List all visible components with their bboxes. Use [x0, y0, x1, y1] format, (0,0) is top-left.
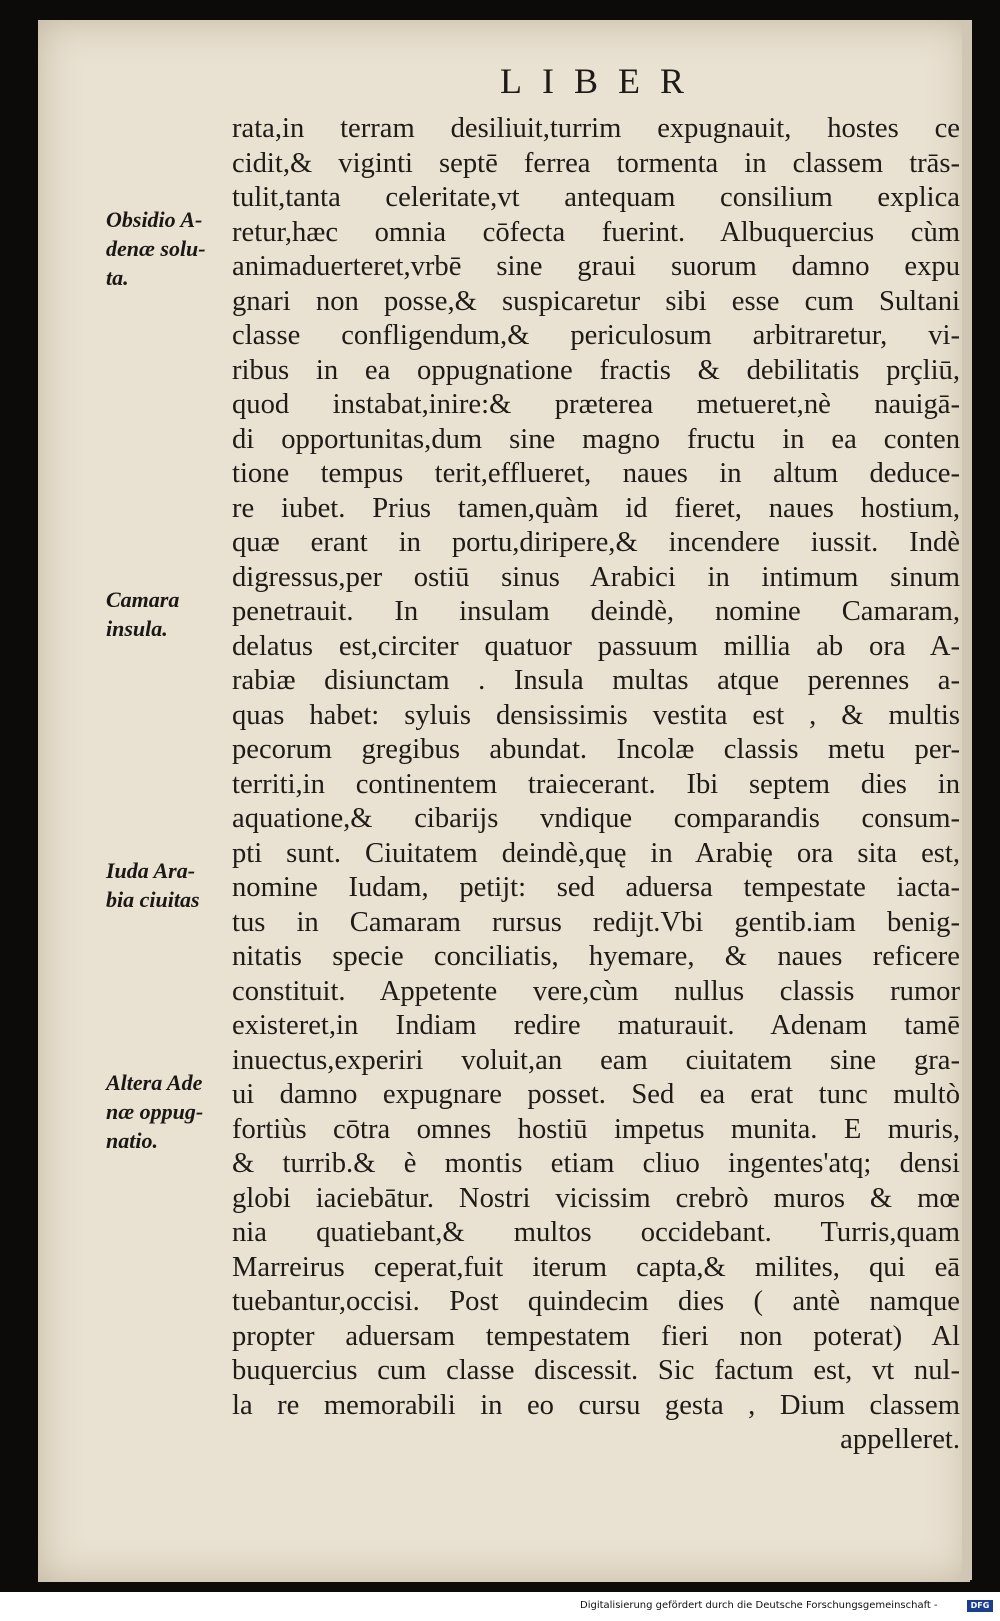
text-line: animaduerteret,vrbē sine graui suorum damno expu [232, 251, 960, 282]
text-line: delatus est,circiter quatuor passuum millia ab ora A- [232, 630, 960, 662]
text-line: Marreirus ceperat,fuit iterum capta,& milites, qui eā [232, 1251, 960, 1283]
text-line: di opportunitas,dum sine magno fructu in ea conten [232, 423, 960, 455]
note-line: Iuda Ara- [106, 858, 196, 883]
text-line: constituit. Appetente vere,cùm nullus classis rumor [232, 975, 960, 1007]
note-line: Camara [106, 587, 180, 612]
text-line: cidit,& viginti septē ferrea tormenta in classem trās- [232, 147, 960, 179]
note-line: bia ciuitas [106, 887, 200, 912]
note-line: natio. [106, 1128, 158, 1153]
text-line: retur,hæc omnia cōfecta fuerint. Albuquercius cùm [232, 216, 960, 248]
text-line: pecorum gregibus abundat. Incolæ classis metu per- [232, 734, 960, 765]
text-line: quod instabat,inire:& præterea metueret,nè nauigā- [232, 389, 960, 420]
text-line: tus in Camaram rursus redijt.Vbi gentib.iam benig- [232, 906, 960, 938]
text-line: rata,in terram desiliuit,turrim expugnauit, hostes ce [232, 113, 960, 144]
note-line: denæ solu- [106, 236, 206, 261]
text-line: tione tempus terit,efflueret, naues in altum deduce- [232, 458, 960, 489]
text-line: existeret,in Indiam redire maturauit. Adenam tamē [232, 1010, 960, 1041]
marginal-note-iuda [106, 856, 200, 914]
note-line: Obsidio A- [106, 207, 203, 232]
text-line: digressus,per ostiū sinus Arabici in intimum sinum [232, 561, 960, 593]
text-line: gnari non posse,& suspicaretur sibi esse cum Sultani [232, 285, 960, 317]
text-line: nitatis speciе conciliatis, hyemare, & naues reficere [232, 941, 960, 972]
running-header: LIBER [500, 61, 704, 101]
dfg-logo: DFG [967, 1600, 993, 1612]
text-line: globi iaciebātur. Nostri vicissim crebrò muros & mœ [232, 1182, 960, 1214]
note-line: Altera Ade [106, 1070, 203, 1095]
note-line: næ oppug- [106, 1099, 204, 1124]
text-line: aquatione,& cibarijs vndique comparandis consum- [232, 803, 960, 834]
marginal-note-altera [106, 1068, 203, 1155]
text-line: ribus in ea oppugnatione fractis & debilitatis prçliū, [232, 354, 960, 386]
main-text-block [232, 112, 960, 1458]
text-line: re iubet. Prius tamen,quàm id fieret, naues hostium, [232, 492, 960, 524]
text-line: buquercius cum classe discessit. Sic factum est, vt nul- [232, 1355, 960, 1386]
text-line: penetrauit. In insulam deindè, nomine Camaram, [232, 596, 960, 627]
text-line: quas habet: syluis densissimis vestita est , & multis [232, 699, 960, 731]
text-line: quæ erant in portu,diripere,& incendere iussit. Indè [232, 527, 960, 558]
text-line: classe confligendum,& periculosum arbitraretur, vi- [232, 320, 960, 351]
text-line: la re memorabili in eo cursu gesta , Dium classem [232, 1389, 960, 1421]
text-line: tulit,tanta celeritate,vt antequam consilium explica [232, 182, 960, 213]
text-line: ui damno expugnare posset. Sed ea erat tunc multò [232, 1079, 960, 1110]
text-line: rabiæ disiunctam . Insula multas atque perennes a- [232, 665, 960, 696]
note-line: insula. [106, 616, 168, 641]
marginal-note-camara [106, 585, 179, 643]
text-line: inuectus,experiri voluit,an eam ciuitatem sine gra- [232, 1044, 960, 1076]
text-line: nia quatiebant,& multos occidebant. Turris,quam [232, 1217, 960, 1248]
text-line: tuebantur,occisi. Post quindecim dies ( antè namque [232, 1286, 960, 1317]
note-line: ta. [106, 265, 129, 290]
text-line: pti sunt. Ciuitatem deindè,quę in Arabię ora sita est, [232, 837, 960, 869]
text-line: fortiùs cōtra omnes hostiū impetus munita. E muris, [232, 1113, 960, 1145]
text-line: appelleret. [840, 1424, 960, 1455]
text-line: nomine Iudam, petijt: sed aduersa tempestate iacta- [232, 872, 960, 903]
page-edge [962, 20, 972, 1580]
text-line: & turrib.& è montis etiam cliuo ingentes'atq; densi [232, 1148, 960, 1179]
text-line: propter aduersam tempestatem fieri non poterat) Al [232, 1320, 960, 1352]
marginal-note-obsidio [106, 205, 206, 292]
digitization-credit: Digitalisierung gefördert durch die Deutsche Forschungsgemeinschaft - [580, 1600, 938, 1611]
text-line: territi,in continentem traiecerant. Ibi septem dies in [232, 768, 960, 800]
